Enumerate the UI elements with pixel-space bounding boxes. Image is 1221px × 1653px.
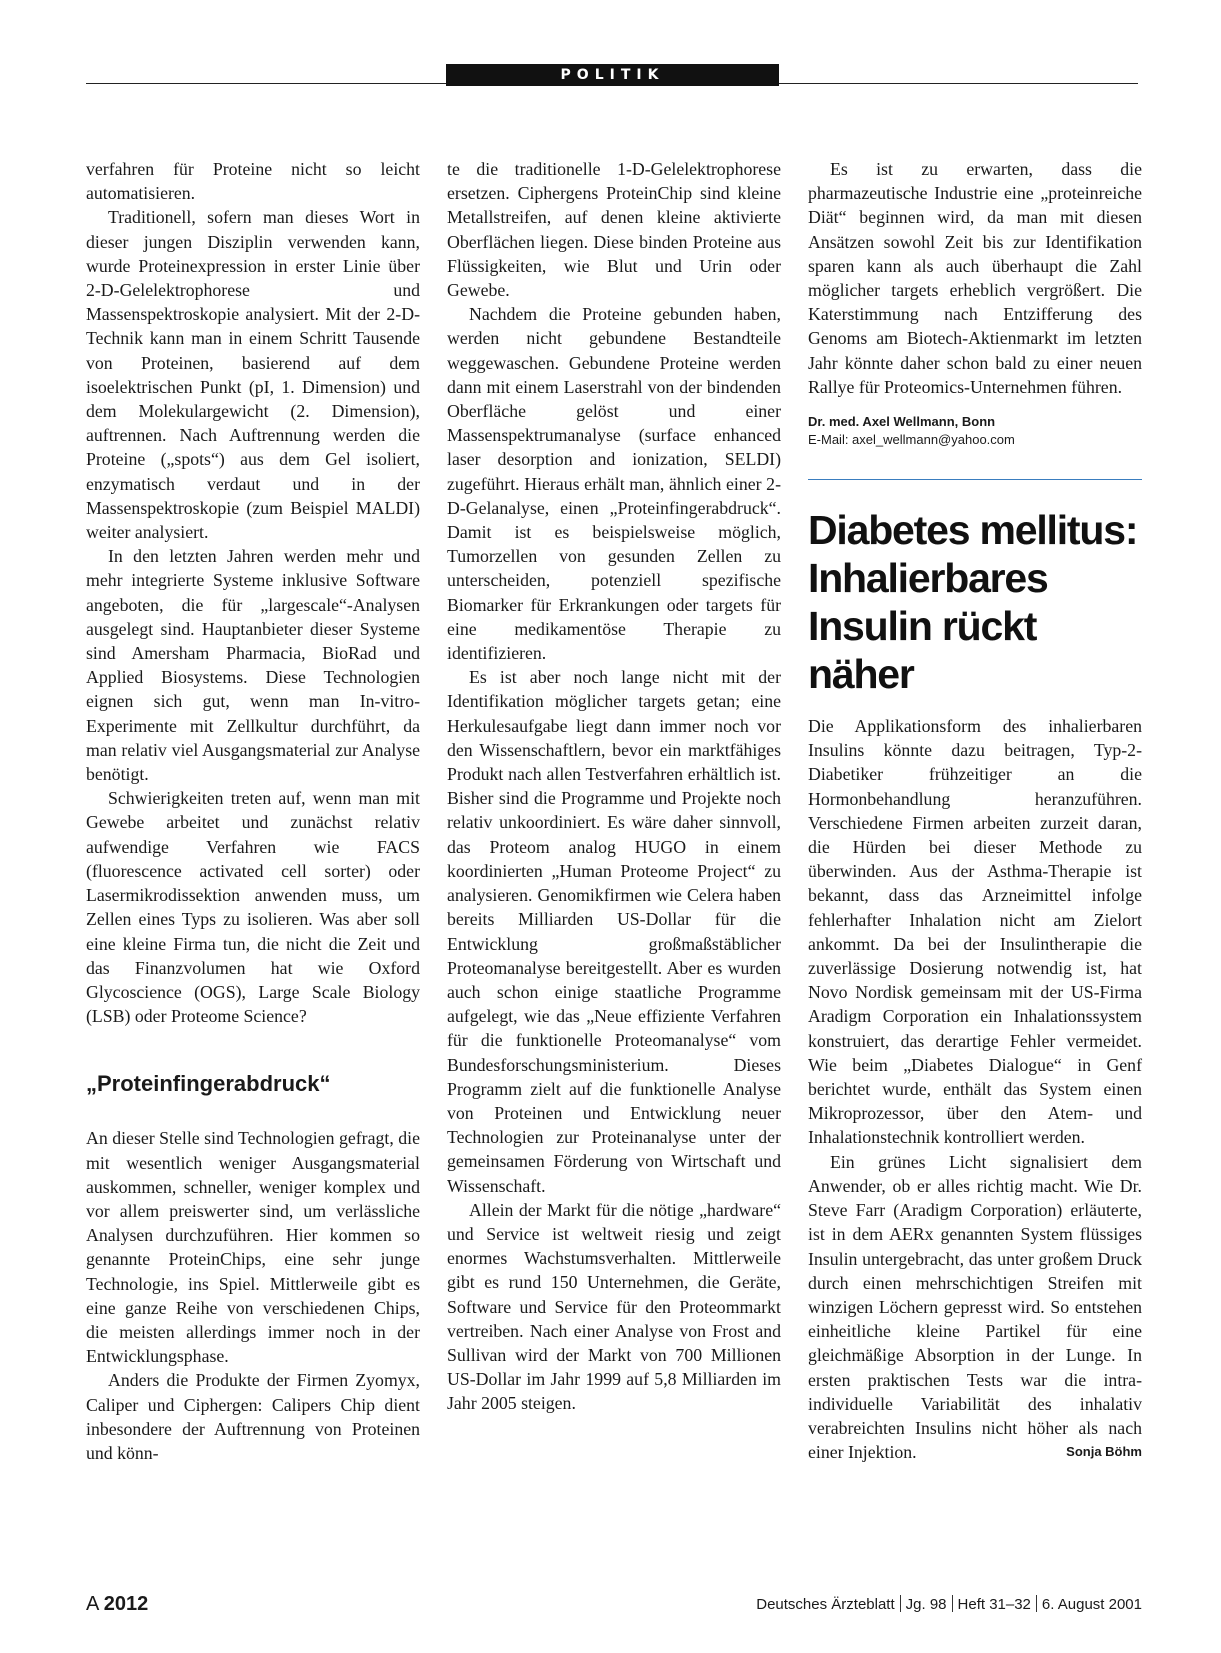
separator (1036, 1595, 1037, 1612)
headline-line: Insulin rückt näher (808, 603, 1037, 698)
column-2 (447, 157, 781, 1416)
author-email: E-Mail: axel_wellmann@yahoo.com (808, 432, 1015, 448)
separator (952, 1595, 953, 1612)
paragraph-last (808, 1150, 1142, 1465)
subheading: „Proteinfingerabdruck“ (86, 1071, 331, 1097)
paragraph: Es ist zu erwarten, dass die pharmazeutische Industrie eine „proteinreiche Diät“ beginnen wird, da man mit diesen Ansätzen sowohl Zeit bis zur Identifikation sparen kann als auch überhaupt die Zahl möglicher targets erheblich vergrößert. Die Katerstimmung nach Entzifferung des Genoms am Biotech-Aktienmarkt im letzten Jahr könnte daher schon bald zu einer neuen Rallye für Proteomics-Unternehmen führen. (808, 159, 1142, 397)
page-number (86, 1592, 148, 1616)
paragraph: Traditionell, sofern man dieses Wort in dieser jungen Disziplin verwenden kann, wurde Proteinexpression in erster Linie über 2-D-Gelelektrophorese und Massenspektroskopie analysiert. Mit der 2-D-Technik kann man in einem Schritt Tausende von Proteinen, basierend auf dem isoelektrischen Punkt (pI, 1. Dimension) und dem Molekulargewicht (2. Dimension), auftrennen. Nach Auftrennung werden die Proteine („spots“) aus dem Gel isoliert, enzymatisch verdaut und in der Massenspektroskopie (zum Beispiel MALDI) weiter analysiert. (86, 207, 420, 543)
journal-date: 6. August 2001 (1041, 1596, 1142, 1613)
paragraph: Es ist aber noch lange nicht mit der Identifikation möglicher targets getan; eine Herkulesaufgabe liegt dann immer noch vor den Wissenschaftlern, bevor ein marktfähiges Produkt nach allen Testverfahren erhältlich ist. Bisher sind die Programme und Projekte noch relativ unkoordiniert. Es wäre daher sinnvoll, das Proteom analog HUGO in einem koordinierten „Human Proteome Project“ zu analysieren. Genomikfirmen wie Celera haben bereits Milliarden US-Dollar für die Entwicklung großmaßstäblicher Proteomanalyse bereitgestellt. Aber es wurden auch schon einige staatliche Programme aufgelegt, wie das „Neue effiziente Verfahren für die funktionelle Proteomanalyse“ vom Bundesforschungsministerium. Dieses Programm zielt auf die funktionelle Analyse von Proteinen und Entwicklung neuer Technologien zur Proteinanalyse unter der gemeinsamen Förderung von Wirtschaft und Wissenschaft. (447, 667, 781, 1196)
paragraph: Allein der Markt für die nötige „hardware“ und Service ist weltweit riesig und zeigt enormes Wachstumsverhalten. Mittlerweile gibt es rund 150 Unternehmen, die Geräte, Software und Service für den Proteommarkt vertreiben. Nach einer Analyse von Frost and Sullivan wird der Markt von 700 Millionen US-Dollar im Jahr 1999 auf 5,8 Milliarden im Jahr 2005 steigen. (447, 1199, 781, 1414)
paragraph: Schwierigkeiten treten auf, wenn man mit Gewebe arbeitet und zunächst relativ aufwendige Verfahren wie FACS (fluorescence activated cell sorter) oder Lasermikrodissektion anwenden muss, um Zellen eines Typs zu isolieren. Was aber soll eine kleine Firma tun, die nicht die Zeit und das Finanzvolumen hat wie Oxford Glycoscience (OGS), Large Scale Biology (LSB) oder Proteome Science? (86, 788, 420, 1027)
paragraph: Nachdem die Proteine gebunden haben, werden nicht gebundene Bestandteile weggewaschen. Gebundene Proteine werden dann mit einem Laserstrahl von der bindenden Oberfläche gelöst und einer Massenspektrumanalyse (surface enhanced laser desorption and ionization, SELDI) zugeführt. Hieraus erhält man, ähnlich einer 2-D-Gelanalyse, einen „Proteinfingerabdruck“. Damit ist es beispielsweise möglich, Tumorzellen von gesunden Zellen zu unterscheiden, potenziell spezifische Biomarker für Erkrankungen oder targets für eine medikamentöse Therapie zu identifizieren. (447, 304, 781, 664)
article-divider (808, 479, 1142, 480)
journal-name: Deutsches Ärzteblatt (756, 1596, 895, 1613)
article-headline (808, 506, 1142, 698)
paragraph-text: Ein grünes Licht signalisiert dem Anwender, ob er alles richtig macht. Wie Dr. Steve Farr (Aradigm Corporation) erläuterte, ist in dem AERx genannten System flüssiges Insulin untergebracht, das unter großem Druck durch einen mehrschichtigen Streifen mit winzigen Löchern gepresst wird. So entstehen einheitliche kleine Partikel für eine gleichmäßige Absorption in der Lunge. In ersten praktischen Tests war die intra-individuelle Variabilität des inhalativ verabreichten Insulins nicht höher als nach einer Injektion. (808, 1151, 1142, 1463)
paragraph: Anders die Produkte der Firmen Zyomyx, Caliper und Ciphergen: Calipers Chip dient inbesondere der Auftrennung von Proteinen und könn- (86, 1370, 420, 1463)
paragraph: verfahren für Proteine nicht so leicht automatisieren. (86, 159, 420, 204)
paragraph: In den letzten Jahren werden mehr und mehr integrierte Systeme inklusive Software angeboten, die für „largescale“-Analysen ausgelegt sind. Hauptanbieter dieser Systeme sind Amersham Pharmacia, BioRad und Applied Biosystems. Diese Technologien eignen sich gut, wenn man In-vitro-Experimente mit Zellkultur durchführt, da man relativ viel Ausgangsmaterial zur Analyse benötigt. (86, 546, 420, 785)
byline: Sonja Böhm (1066, 1444, 1142, 1460)
paragraph: Die Applikationsform des inhalierbaren Insulins könnte dazu beitragen, Typ-2-Diabetiker frühzeitiger an die Hormonbehandlung heranzuführen. Verschiedene Firmen arbeiten zurzeit daran, die Hürden bei dieser Methode zu überwinden. Aus der Asthma-Therapie ist bekannt, dass das Arzneimittel infolge fehlerhafter Inhalation nicht am Zielort ankommt. Da bei der Insulintherapie die zuverlässige Dosierung notwendig ist, hat Novo Nordisk gemeinsam mit der US-Firma Aradigm Corporation ein Inhalationssystem konstruiert, das derartige Fehler vermeidet. Wie beim „Diabetes Dialogue“ in Genf berichtet wurde, enthält das System einen Mikroprozessor, über den Atem- und Inhalationstechnik kontrolliert werden. (808, 716, 1142, 1148)
headline-line: Inhalierbares (808, 555, 1048, 602)
column-3 (808, 157, 1142, 1464)
section-label: POLITIK (446, 64, 779, 86)
journal-volume: Jg. 98 (905, 1596, 947, 1613)
headline-line: Diabetes mellitus: (808, 507, 1138, 554)
page-prefix: A (86, 1593, 104, 1615)
separator (900, 1595, 901, 1612)
author-name: Dr. med. Axel Wellmann, Bonn (808, 414, 996, 430)
journal-issue: Heft 31–32 (957, 1596, 1031, 1613)
paragraph: te die traditionelle 1-D-Gelelektrophorese ersetzen. Ciphergens ProteinChip sind kleine Metallstreifen, auf denen kleine aktivierte Oberflächen liegen. Diese binden Proteine aus Flüssigkeiten, wie Blut und Urin oder Gewebe. (447, 159, 781, 301)
journal-info (756, 1595, 1142, 1615)
paragraph: An dieser Stelle sind Technologien gefragt, die mit wesentlich weniger Ausgangsmaterial auskommen, schneller, weniger komplex und vor allem preiswerter sind, um verlässliche Analysen durchzuführen. Hier kommen so genannte ProteinChips, eine sehr junge Technologie, ins Spiel. Mittlerweile gibt es eine ganze Reihe von verschiedenen Chips, die meisten allerdings immer noch in der Entwicklungsphase. (86, 1128, 420, 1367)
page-number-value: 2012 (103, 1593, 149, 1615)
column-1 (86, 157, 420, 1465)
